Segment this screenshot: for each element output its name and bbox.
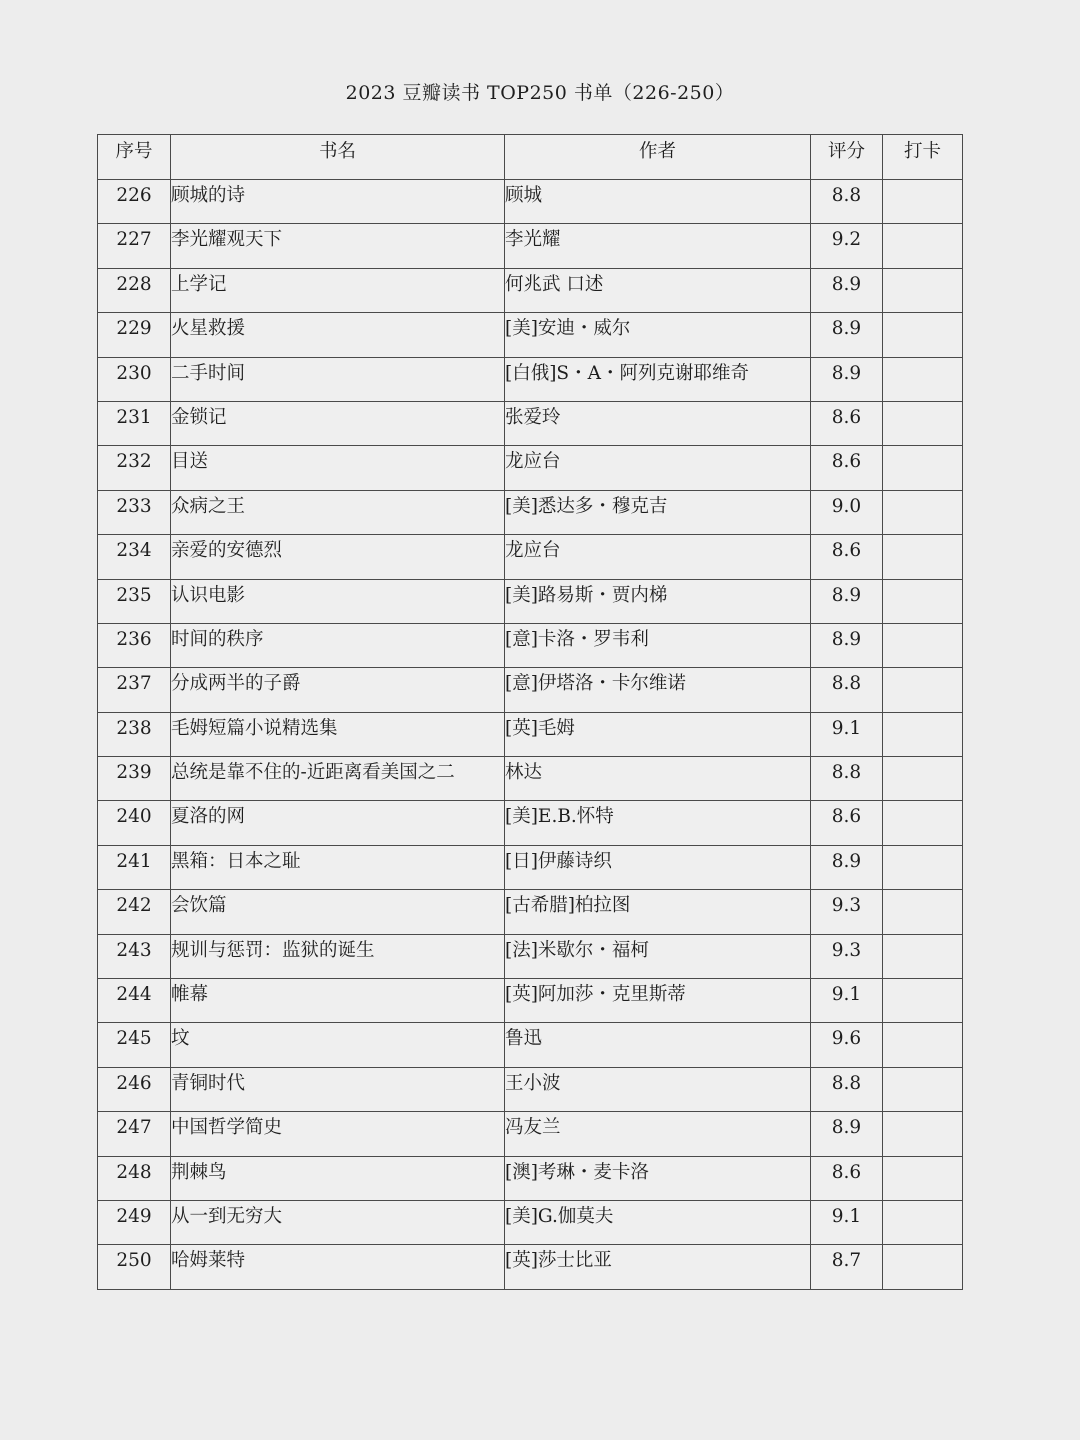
check-in-cell[interactable]: [883, 446, 963, 490]
book-author: [意]卡洛・罗韦利: [505, 623, 811, 667]
book-score: 8.6: [811, 535, 883, 579]
check-in-cell[interactable]: [883, 1067, 963, 1111]
book-score: 8.8: [811, 757, 883, 801]
book-score: 8.8: [811, 668, 883, 712]
row-number: 250: [98, 1245, 171, 1289]
row-number: 226: [98, 180, 171, 224]
check-in-cell[interactable]: [883, 357, 963, 401]
row-number: 241: [98, 845, 171, 889]
table-row: [98, 535, 963, 579]
check-in-cell[interactable]: [883, 1023, 963, 1067]
book-score: 8.9: [811, 313, 883, 357]
header-title: 书名: [171, 135, 505, 180]
book-author: 王小波: [505, 1067, 811, 1111]
book-title: 坟: [171, 1023, 505, 1067]
book-title: 会饮篇: [171, 890, 505, 934]
book-author: 何兆武 口述: [505, 268, 811, 312]
book-author: [英]阿加莎・克里斯蒂: [505, 979, 811, 1023]
check-in-cell[interactable]: [883, 1245, 963, 1289]
row-number: 248: [98, 1156, 171, 1200]
row-number: 240: [98, 801, 171, 845]
book-score: 8.6: [811, 401, 883, 445]
table-row: [98, 490, 963, 534]
header-score: 评分: [811, 135, 883, 180]
book-score: 8.9: [811, 623, 883, 667]
book-author: [英]莎士比亚: [505, 1245, 811, 1289]
check-in-cell[interactable]: [883, 1156, 963, 1200]
check-in-cell[interactable]: [883, 1112, 963, 1156]
check-in-cell[interactable]: [883, 623, 963, 667]
table-row: [98, 313, 963, 357]
row-number: 249: [98, 1200, 171, 1244]
book-title: 火星救援: [171, 313, 505, 357]
row-number: 244: [98, 979, 171, 1023]
book-author: [意]伊塔洛・卡尔维诺: [505, 668, 811, 712]
book-score: 8.6: [811, 446, 883, 490]
book-score: 8.9: [811, 579, 883, 623]
book-title: 帷幕: [171, 979, 505, 1023]
book-title: 目送: [171, 446, 505, 490]
book-title: 总统是靠不住的-近距离看美国之二: [171, 757, 505, 801]
book-author: 冯友兰: [505, 1112, 811, 1156]
table-row: [98, 357, 963, 401]
book-title: 规训与惩罚：监狱的诞生: [171, 934, 505, 978]
book-title: 分成两半的子爵: [171, 668, 505, 712]
check-in-cell[interactable]: [883, 801, 963, 845]
table-row: [98, 401, 963, 445]
book-title: 顾城的诗: [171, 180, 505, 224]
book-author: [英]毛姆: [505, 712, 811, 756]
table-body: [98, 180, 963, 1290]
book-author: 林达: [505, 757, 811, 801]
book-title: 认识电影: [171, 579, 505, 623]
header-check: 打卡: [883, 135, 963, 180]
page-title: 2023 豆瓣读书 TOP250 书单（226-250）: [345, 82, 735, 104]
table-row: [98, 224, 963, 268]
book-score: 8.6: [811, 1156, 883, 1200]
row-number: 230: [98, 357, 171, 401]
book-title: 众病之王: [171, 490, 505, 534]
table-row: [98, 180, 963, 224]
book-score: 9.2: [811, 224, 883, 268]
check-in-cell[interactable]: [883, 712, 963, 756]
book-title: 青铜时代: [171, 1067, 505, 1111]
check-in-cell[interactable]: [883, 401, 963, 445]
table-row: [98, 668, 963, 712]
row-number: 237: [98, 668, 171, 712]
book-score: 9.1: [811, 712, 883, 756]
check-in-cell[interactable]: [883, 934, 963, 978]
book-author: [古希腊]柏拉图: [505, 890, 811, 934]
table-header-row: [98, 135, 963, 180]
table-row: [98, 757, 963, 801]
book-score: 9.0: [811, 490, 883, 534]
book-score: 8.7: [811, 1245, 883, 1289]
book-author: 顾城: [505, 180, 811, 224]
row-number: 242: [98, 890, 171, 934]
book-title: 时间的秩序: [171, 623, 505, 667]
book-author: [美]G.伽莫夫: [505, 1200, 811, 1244]
check-in-cell[interactable]: [883, 757, 963, 801]
table-row: [98, 890, 963, 934]
row-number: 229: [98, 313, 171, 357]
book-author: 张爱玲: [505, 401, 811, 445]
book-author: 李光耀: [505, 224, 811, 268]
book-title: 亲爱的安德烈: [171, 535, 505, 579]
check-in-cell[interactable]: [883, 668, 963, 712]
row-number: 234: [98, 535, 171, 579]
book-score: 8.6: [811, 801, 883, 845]
row-number: 233: [98, 490, 171, 534]
row-number: 236: [98, 623, 171, 667]
row-number: 238: [98, 712, 171, 756]
book-score: 8.8: [811, 1067, 883, 1111]
book-author: [美]路易斯・贾内梯: [505, 579, 811, 623]
check-in-cell[interactable]: [883, 180, 963, 224]
book-score: 9.3: [811, 890, 883, 934]
row-number: 243: [98, 934, 171, 978]
book-score: 8.9: [811, 845, 883, 889]
book-score: 9.3: [811, 934, 883, 978]
book-score: 8.9: [811, 268, 883, 312]
table-row: [98, 579, 963, 623]
book-author: 龙应台: [505, 535, 811, 579]
book-title: 李光耀观天下: [171, 224, 505, 268]
row-number: 227: [98, 224, 171, 268]
table-row: [98, 801, 963, 845]
check-in-cell[interactable]: [883, 845, 963, 889]
check-in-cell[interactable]: [883, 313, 963, 357]
book-author: [法]米歇尔・福柯: [505, 934, 811, 978]
book-score: 9.1: [811, 979, 883, 1023]
check-in-cell[interactable]: [883, 1200, 963, 1244]
book-author: [日]伊藤诗织: [505, 845, 811, 889]
table-row: [98, 979, 963, 1023]
book-score: 8.8: [811, 180, 883, 224]
check-in-cell[interactable]: [883, 979, 963, 1023]
book-score: 8.9: [811, 1112, 883, 1156]
book-score: 9.1: [811, 1200, 883, 1244]
book-score: 9.6: [811, 1023, 883, 1067]
check-in-cell[interactable]: [883, 224, 963, 268]
table-row: [98, 845, 963, 889]
row-number: 235: [98, 579, 171, 623]
book-author: [美]E.B.怀特: [505, 801, 811, 845]
book-author: [白俄]S・A・阿列克谢耶维奇: [505, 357, 811, 401]
check-in-cell[interactable]: [883, 535, 963, 579]
table-row: [98, 268, 963, 312]
book-title: 哈姆莱特: [171, 1245, 505, 1289]
row-number: 247: [98, 1112, 171, 1156]
check-in-cell[interactable]: [883, 579, 963, 623]
table-row: [98, 712, 963, 756]
row-number: 239: [98, 757, 171, 801]
table-row: [98, 934, 963, 978]
book-title: 毛姆短篇小说精选集: [171, 712, 505, 756]
book-title: 夏洛的网: [171, 801, 505, 845]
header-author: 作者: [505, 135, 811, 180]
row-number: 246: [98, 1067, 171, 1111]
table-row: [98, 1200, 963, 1244]
book-author: 鲁迅: [505, 1023, 811, 1067]
row-number: 232: [98, 446, 171, 490]
table-row: [98, 446, 963, 490]
table-row: [98, 1156, 963, 1200]
book-title: 金锁记: [171, 401, 505, 445]
check-in-cell[interactable]: [883, 268, 963, 312]
header-no: 序号: [98, 135, 171, 180]
table-row: [98, 623, 963, 667]
row-number: 228: [98, 268, 171, 312]
table-row: [98, 1067, 963, 1111]
book-score: 8.9: [811, 357, 883, 401]
book-author: [美]安迪・威尔: [505, 313, 811, 357]
book-title: 二手时间: [171, 357, 505, 401]
check-in-cell[interactable]: [883, 890, 963, 934]
book-title: 从一到无穷大: [171, 1200, 505, 1244]
book-title: 荆棘鸟: [171, 1156, 505, 1200]
row-number: 231: [98, 401, 171, 445]
table-row: [98, 1023, 963, 1067]
book-title: 黑箱：日本之耻: [171, 845, 505, 889]
book-title: 中国哲学简史: [171, 1112, 505, 1156]
check-in-cell[interactable]: [883, 490, 963, 534]
table-row: [98, 1112, 963, 1156]
book-title: 上学记: [171, 268, 505, 312]
book-author: [澳]考琳・麦卡洛: [505, 1156, 811, 1200]
row-number: 245: [98, 1023, 171, 1067]
table-row: [98, 1245, 963, 1289]
book-author: [美]悉达多・穆克吉: [505, 490, 811, 534]
book-list-table: [97, 134, 963, 1290]
book-author: 龙应台: [505, 446, 811, 490]
